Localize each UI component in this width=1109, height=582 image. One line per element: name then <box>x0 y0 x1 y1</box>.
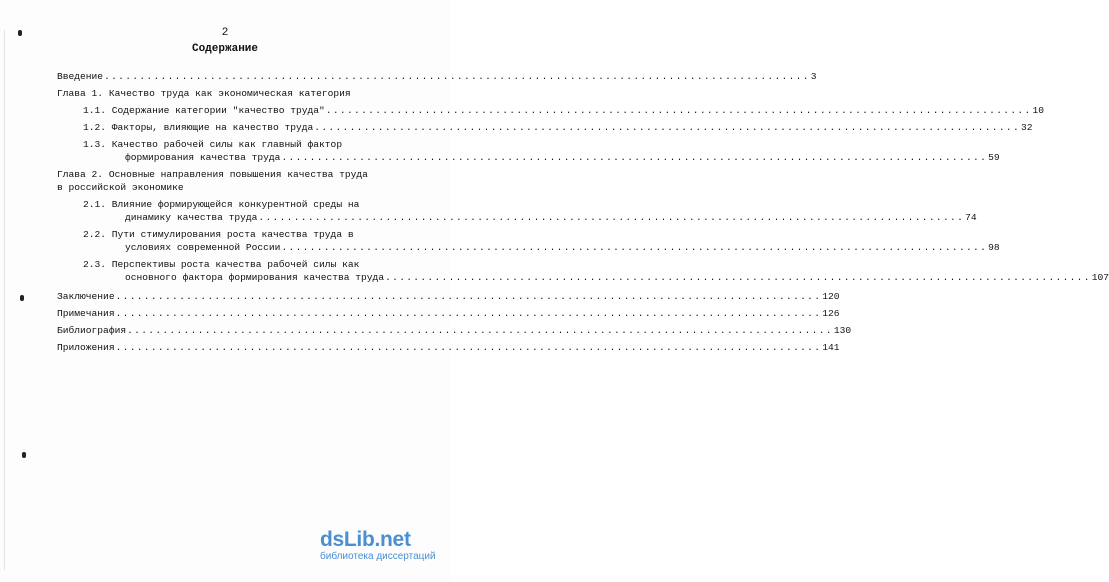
toc-entry[interactable] <box>57 324 852 337</box>
toc-chapter-heading: Глава 1. Качество труда как экономическая категория <box>57 88 351 99</box>
leader-dots: .................................................................................................... <box>115 342 822 353</box>
dslib-logo: dsLib.net <box>320 528 411 551</box>
leader-dots: .................................................................................................... <box>115 291 822 302</box>
toc-entry-label: основного фактора формирования качества труда <box>125 272 385 283</box>
toc-entry[interactable] <box>57 341 840 354</box>
toc-entry-label: условиях современной России <box>125 242 281 253</box>
leader-dots: .................................................................................................... <box>385 272 1091 283</box>
leader-dots: .................................................................................................... <box>325 105 1032 116</box>
binding-margin-line <box>4 30 5 570</box>
toc-entry[interactable] <box>57 271 1109 284</box>
toc-entry-page: 141 <box>822 342 840 353</box>
dslib-tagline: библиотека диссертаций <box>320 551 436 562</box>
toc-entry-label: Примечания <box>57 308 115 319</box>
toc-entry[interactable] <box>57 104 1045 117</box>
toc-entry-label: 2.1. Влияние формирующейся конкурентной среды на <box>83 199 360 210</box>
toc-entry[interactable] <box>57 211 977 224</box>
toc-title: Содержание <box>191 43 258 55</box>
toc-entry[interactable] <box>57 121 1033 134</box>
toc-entry-page: 120 <box>822 291 840 302</box>
toc-chapter-heading: в российской экономике <box>57 182 184 193</box>
toc-entry-page: 126 <box>822 308 840 319</box>
leader-dots: .................................................................................................... <box>258 212 965 223</box>
toc-entry[interactable] <box>57 151 1000 164</box>
leader-dots: .................................................................................................... <box>281 242 988 253</box>
table-of-contents <box>57 70 1109 354</box>
toc-entry-label: формирования качества труда <box>125 152 281 163</box>
toc-entry-page: 107 <box>1091 272 1109 283</box>
leader-dots: .................................................................................................... <box>104 71 810 82</box>
toc-entry-label: Библиография <box>57 325 127 336</box>
toc-entry-label: 2.2. Пути стимулирования роста качества труда в <box>83 229 354 240</box>
toc-entry-label: 1.3. Качество рабочей силы как главный фактор <box>83 139 343 150</box>
toc-chapter-heading: Глава 2. Основные направления повышения качества труда <box>57 169 368 180</box>
leader-dots: .................................................................................................... <box>281 152 988 163</box>
leader-dots: .................................................................................................... <box>314 122 1021 133</box>
toc-entry-label: динамику качества труда <box>125 212 258 223</box>
toc-entry-page: 74 <box>965 212 977 223</box>
toc-entry-label: Введение <box>57 71 104 82</box>
toc-entry-page: 130 <box>833 325 852 336</box>
toc-entry-label: Приложения <box>57 342 115 353</box>
toc-entry-page: 59 <box>988 152 1000 163</box>
dslib-watermark[interactable] <box>320 528 438 568</box>
page-number: 2 <box>221 27 229 39</box>
toc-entry-page: 10 <box>1032 105 1045 116</box>
toc-entry[interactable] <box>57 241 1000 254</box>
leader-dots: .................................................................................................... <box>127 325 833 336</box>
toc-entry-label: 1.2. Факторы, влияющие на качество труда <box>83 122 314 133</box>
toc-entry-page: 32 <box>1021 122 1033 133</box>
toc-entry-label: Заключение <box>57 291 115 302</box>
leader-dots: .................................................................................................... <box>115 308 822 319</box>
toc-entry-page: 98 <box>988 242 1000 253</box>
binder-hole-mark <box>22 452 26 458</box>
toc-entry[interactable] <box>57 307 840 320</box>
toc-entry-label: 1.1. Содержание категории "качество труда" <box>83 105 325 116</box>
toc-entry-page: 3 <box>810 71 817 82</box>
binder-hole-mark <box>20 295 24 301</box>
toc-entry-label: 2.3. Перспективы роста качества рабочей силы как <box>83 259 360 270</box>
toc-entry[interactable] <box>57 290 840 303</box>
toc-entry[interactable] <box>57 70 817 83</box>
